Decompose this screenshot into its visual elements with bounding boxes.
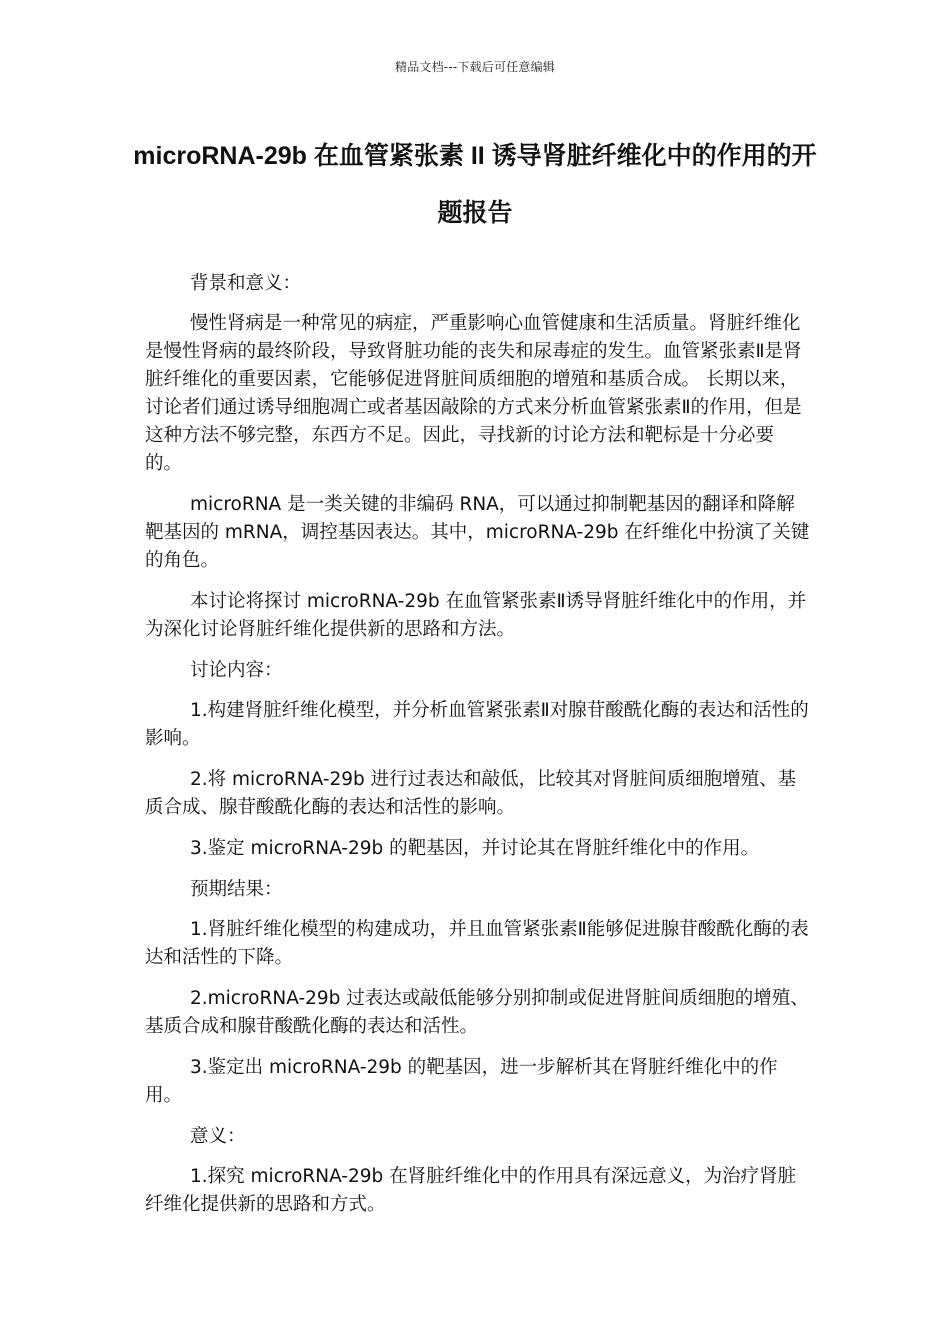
paragraph-ckd-background: 慢性肾病是一种常见的病症，严重影响心血管健康和生活质量。肾脏纤维化是慢性肾病的最终阶段，导致肾脏功能的丧失和尿毒症的发生。血管紧张素Ⅱ是肾脏纤维化的重要因素，它能够促进肾脏间质细胞的增殖和基质合成。 长期以来，讨论者们通过诱导细胞凋亡或者基因敲除的方式来分析血管紧张素Ⅱ的作用，但是这种方法不够完整，东西方不足。因此，寻找新的讨论方法和靶标是十分必要的。 bbox=[145, 313, 802, 474]
content-item-1: 1.构建肾脏纤维化模型，并分析血管紧张素Ⅱ对腺苷酸酰化酶的表达和活性的影响。 bbox=[145, 700, 809, 749]
document-title: microRNA-29b 在血管紧张素 II 诱导肾脏纤维化中的作用的开题报告 bbox=[133, 142, 817, 227]
expected-item-1: 1.肾脏纤维化模型的构建成功，并且血管紧张素Ⅱ能够促进腺苷酸酰化酶的表达和活性的下降。 bbox=[145, 919, 809, 968]
significance-item-1: 1.探究 microRNA-29b 在肾脏纤维化中的作用具有深远意义，为治疗肾脏纤维化提供新的思路和方式。 bbox=[145, 1166, 797, 1215]
section-heading-significance: 意义： bbox=[190, 1126, 246, 1147]
section-heading-expected: 预期结果： bbox=[190, 879, 283, 900]
section-heading-background: 背景和意义： bbox=[190, 273, 302, 294]
expected-item-2: 2.microRNA-29b 过表达或敲低能够分别抑制或促进肾脏间质细胞的增殖、基质合成和腺苷酸酰化酶的表达和活性。 bbox=[145, 988, 809, 1037]
expected-item-3: 3.鉴定出 microRNA-29b 的靶基因，进一步解析其在肾脏纤维化中的作用。 bbox=[145, 1057, 778, 1106]
section-heading-content: 讨论内容： bbox=[190, 660, 283, 681]
content-item-3: 3.鉴定 microRNA-29b 的靶基因，并讨论其在肾脏纤维化中的作用。 bbox=[190, 838, 760, 859]
paragraph-microrna-intro: microRNA 是一类关键的非编码 RNA，可以通过抑制靶基因的翻译和降解靶基因的 mRNA，调控基因表达。其中，microRNA-29b 在纤维化中扮演了关键的角色。 bbox=[145, 494, 810, 571]
page-header: 精品文档---下载后可任意编辑 bbox=[395, 60, 555, 74]
paragraph-study-aim: 本讨论将探讨 microRNA-29b 在血管紧张素Ⅱ诱导肾脏纤维化中的作用，并为深化讨论肾脏纤维化提供新的思路和方法。 bbox=[145, 591, 807, 640]
content-item-2: 2.将 microRNA-29b 进行过表达和敲低，比较其对肾脏间质细胞增殖、基质合成、腺苷酸酰化酶的表达和活性的影响。 bbox=[145, 769, 797, 818]
document-body bbox=[145, 270, 810, 1232]
